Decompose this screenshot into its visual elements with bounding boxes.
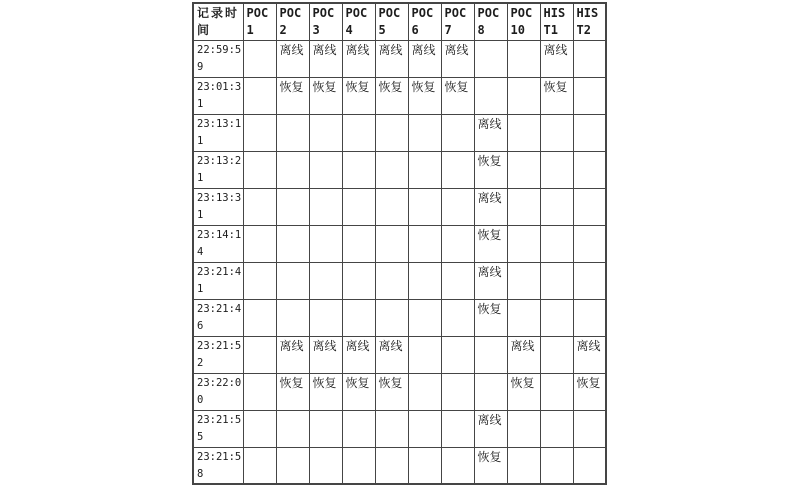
status-cell: 离线 bbox=[309, 336, 342, 373]
status-cell bbox=[441, 336, 474, 373]
status-cell: 离线 bbox=[474, 188, 507, 225]
status-cell: 恢复 bbox=[408, 77, 441, 114]
status-cell: 恢复 bbox=[573, 373, 606, 410]
status-cell bbox=[408, 262, 441, 299]
status-cell: 恢复 bbox=[540, 77, 573, 114]
status-cell bbox=[507, 447, 540, 484]
status-log-table bbox=[192, 2, 607, 485]
status-cell bbox=[309, 447, 342, 484]
status-cell bbox=[507, 410, 540, 447]
status-cell bbox=[441, 188, 474, 225]
status-cell: 恢复 bbox=[342, 77, 375, 114]
column-header: POC 5 bbox=[375, 3, 408, 40]
status-cell bbox=[309, 151, 342, 188]
status-cell bbox=[408, 188, 441, 225]
status-cell bbox=[243, 77, 276, 114]
status-cell bbox=[276, 262, 309, 299]
status-cell bbox=[309, 410, 342, 447]
status-cell: 离线 bbox=[474, 114, 507, 151]
status-cell: 离线 bbox=[342, 40, 375, 77]
status-cell bbox=[375, 188, 408, 225]
status-cell bbox=[375, 151, 408, 188]
status-cell: 恢复 bbox=[474, 447, 507, 484]
status-cell bbox=[441, 262, 474, 299]
status-cell bbox=[408, 447, 441, 484]
status-cell bbox=[441, 373, 474, 410]
status-cell bbox=[474, 373, 507, 410]
status-cell bbox=[441, 151, 474, 188]
table-row bbox=[193, 336, 606, 373]
column-header: POC 1 bbox=[243, 3, 276, 40]
time-cell: 23:01:31 bbox=[193, 77, 243, 114]
status-cell: 离线 bbox=[573, 336, 606, 373]
status-cell: 恢复 bbox=[309, 77, 342, 114]
column-header: HIS T2 bbox=[573, 3, 606, 40]
status-cell: 恢复 bbox=[309, 373, 342, 410]
column-header-time: 记录时间 bbox=[193, 3, 243, 40]
time-cell: 23:13:21 bbox=[193, 151, 243, 188]
status-cell bbox=[540, 373, 573, 410]
status-cell bbox=[573, 262, 606, 299]
status-cell bbox=[276, 151, 309, 188]
status-cell: 离线 bbox=[540, 40, 573, 77]
status-cell bbox=[309, 188, 342, 225]
status-cell bbox=[243, 225, 276, 262]
column-header: POC 3 bbox=[309, 3, 342, 40]
table-row bbox=[193, 410, 606, 447]
status-cell bbox=[540, 225, 573, 262]
table-row bbox=[193, 225, 606, 262]
status-cell bbox=[573, 410, 606, 447]
status-cell bbox=[408, 225, 441, 262]
status-cell bbox=[243, 188, 276, 225]
status-cell bbox=[507, 225, 540, 262]
status-cell bbox=[276, 225, 309, 262]
time-cell: 22:59:59 bbox=[193, 40, 243, 77]
table-header bbox=[193, 3, 606, 40]
table-row bbox=[193, 40, 606, 77]
status-cell bbox=[540, 410, 573, 447]
status-cell bbox=[243, 262, 276, 299]
status-cell bbox=[573, 299, 606, 336]
status-cell bbox=[342, 188, 375, 225]
status-cell: 恢复 bbox=[375, 373, 408, 410]
status-cell bbox=[342, 447, 375, 484]
status-cell bbox=[540, 299, 573, 336]
status-cell bbox=[342, 114, 375, 151]
column-header: POC 6 bbox=[408, 3, 441, 40]
status-cell bbox=[309, 299, 342, 336]
status-cell bbox=[408, 373, 441, 410]
status-cell bbox=[507, 151, 540, 188]
table-row bbox=[193, 151, 606, 188]
status-cell: 离线 bbox=[276, 336, 309, 373]
status-cell bbox=[243, 336, 276, 373]
status-cell: 离线 bbox=[342, 336, 375, 373]
status-cell: 恢复 bbox=[474, 299, 507, 336]
time-cell: 23:21:52 bbox=[193, 336, 243, 373]
table-row bbox=[193, 114, 606, 151]
status-cell bbox=[243, 410, 276, 447]
status-cell bbox=[573, 447, 606, 484]
status-cell bbox=[408, 336, 441, 373]
status-cell: 离线 bbox=[474, 262, 507, 299]
table-row bbox=[193, 299, 606, 336]
time-cell: 23:21:58 bbox=[193, 447, 243, 484]
status-cell bbox=[276, 299, 309, 336]
status-cell bbox=[375, 410, 408, 447]
status-cell bbox=[342, 225, 375, 262]
time-cell: 23:13:31 bbox=[193, 188, 243, 225]
status-cell: 离线 bbox=[309, 40, 342, 77]
column-header: POC 2 bbox=[276, 3, 309, 40]
time-cell: 23:14:14 bbox=[193, 225, 243, 262]
table-row bbox=[193, 188, 606, 225]
status-cell bbox=[540, 447, 573, 484]
status-cell bbox=[243, 299, 276, 336]
column-header: POC 8 bbox=[474, 3, 507, 40]
status-cell bbox=[276, 188, 309, 225]
status-cell bbox=[474, 336, 507, 373]
time-cell: 23:13:11 bbox=[193, 114, 243, 151]
status-cell: 离线 bbox=[276, 40, 309, 77]
status-cell bbox=[375, 447, 408, 484]
status-cell bbox=[540, 114, 573, 151]
status-cell bbox=[276, 410, 309, 447]
status-cell bbox=[408, 410, 441, 447]
status-cell bbox=[540, 262, 573, 299]
status-cell: 恢复 bbox=[276, 77, 309, 114]
status-cell bbox=[441, 447, 474, 484]
column-header: POC 4 bbox=[342, 3, 375, 40]
status-cell bbox=[573, 40, 606, 77]
table-row bbox=[193, 447, 606, 484]
status-cell bbox=[243, 447, 276, 484]
table-header-row bbox=[193, 3, 606, 40]
status-cell bbox=[540, 188, 573, 225]
column-header: HIS T1 bbox=[540, 3, 573, 40]
status-cell bbox=[243, 151, 276, 188]
status-cell bbox=[309, 114, 342, 151]
status-cell bbox=[507, 114, 540, 151]
status-cell bbox=[573, 114, 606, 151]
time-cell: 23:21:41 bbox=[193, 262, 243, 299]
status-cell bbox=[342, 262, 375, 299]
status-cell: 离线 bbox=[441, 40, 474, 77]
status-cell bbox=[276, 114, 309, 151]
table-body bbox=[193, 40, 606, 484]
status-cell: 恢复 bbox=[276, 373, 309, 410]
status-cell: 离线 bbox=[375, 40, 408, 77]
status-cell bbox=[441, 299, 474, 336]
status-cell: 离线 bbox=[474, 410, 507, 447]
status-cell: 恢复 bbox=[474, 151, 507, 188]
status-cell bbox=[474, 40, 507, 77]
status-cell bbox=[441, 114, 474, 151]
status-cell: 恢复 bbox=[342, 373, 375, 410]
status-cell bbox=[507, 77, 540, 114]
time-cell: 23:21:46 bbox=[193, 299, 243, 336]
status-cell bbox=[342, 299, 375, 336]
status-cell bbox=[507, 262, 540, 299]
column-header: POC 7 bbox=[441, 3, 474, 40]
status-cell bbox=[507, 40, 540, 77]
status-cell bbox=[573, 188, 606, 225]
status-cell bbox=[408, 151, 441, 188]
status-cell bbox=[507, 299, 540, 336]
status-cell: 离线 bbox=[375, 336, 408, 373]
status-cell bbox=[342, 151, 375, 188]
status-cell bbox=[243, 40, 276, 77]
status-cell: 恢复 bbox=[474, 225, 507, 262]
status-cell bbox=[540, 151, 573, 188]
status-cell bbox=[342, 410, 375, 447]
status-cell bbox=[309, 225, 342, 262]
table-row bbox=[193, 262, 606, 299]
status-cell bbox=[540, 336, 573, 373]
status-cell bbox=[276, 447, 309, 484]
status-cell bbox=[408, 114, 441, 151]
status-cell bbox=[243, 373, 276, 410]
status-cell: 离线 bbox=[408, 40, 441, 77]
status-cell bbox=[408, 299, 441, 336]
column-header: POC 10 bbox=[507, 3, 540, 40]
status-cell: 恢复 bbox=[441, 77, 474, 114]
status-cell bbox=[441, 225, 474, 262]
status-cell: 恢复 bbox=[507, 373, 540, 410]
status-cell bbox=[375, 225, 408, 262]
status-cell bbox=[375, 262, 408, 299]
time-cell: 23:21:55 bbox=[193, 410, 243, 447]
status-cell: 恢复 bbox=[375, 77, 408, 114]
status-cell bbox=[375, 299, 408, 336]
time-cell: 23:22:00 bbox=[193, 373, 243, 410]
status-cell bbox=[474, 77, 507, 114]
status-cell bbox=[375, 114, 408, 151]
status-cell bbox=[243, 114, 276, 151]
status-cell: 离线 bbox=[507, 336, 540, 373]
status-cell bbox=[441, 410, 474, 447]
status-cell bbox=[309, 262, 342, 299]
status-cell bbox=[573, 151, 606, 188]
status-cell bbox=[573, 77, 606, 114]
status-cell bbox=[573, 225, 606, 262]
table-row bbox=[193, 77, 606, 114]
status-cell bbox=[507, 188, 540, 225]
table-row bbox=[193, 373, 606, 410]
